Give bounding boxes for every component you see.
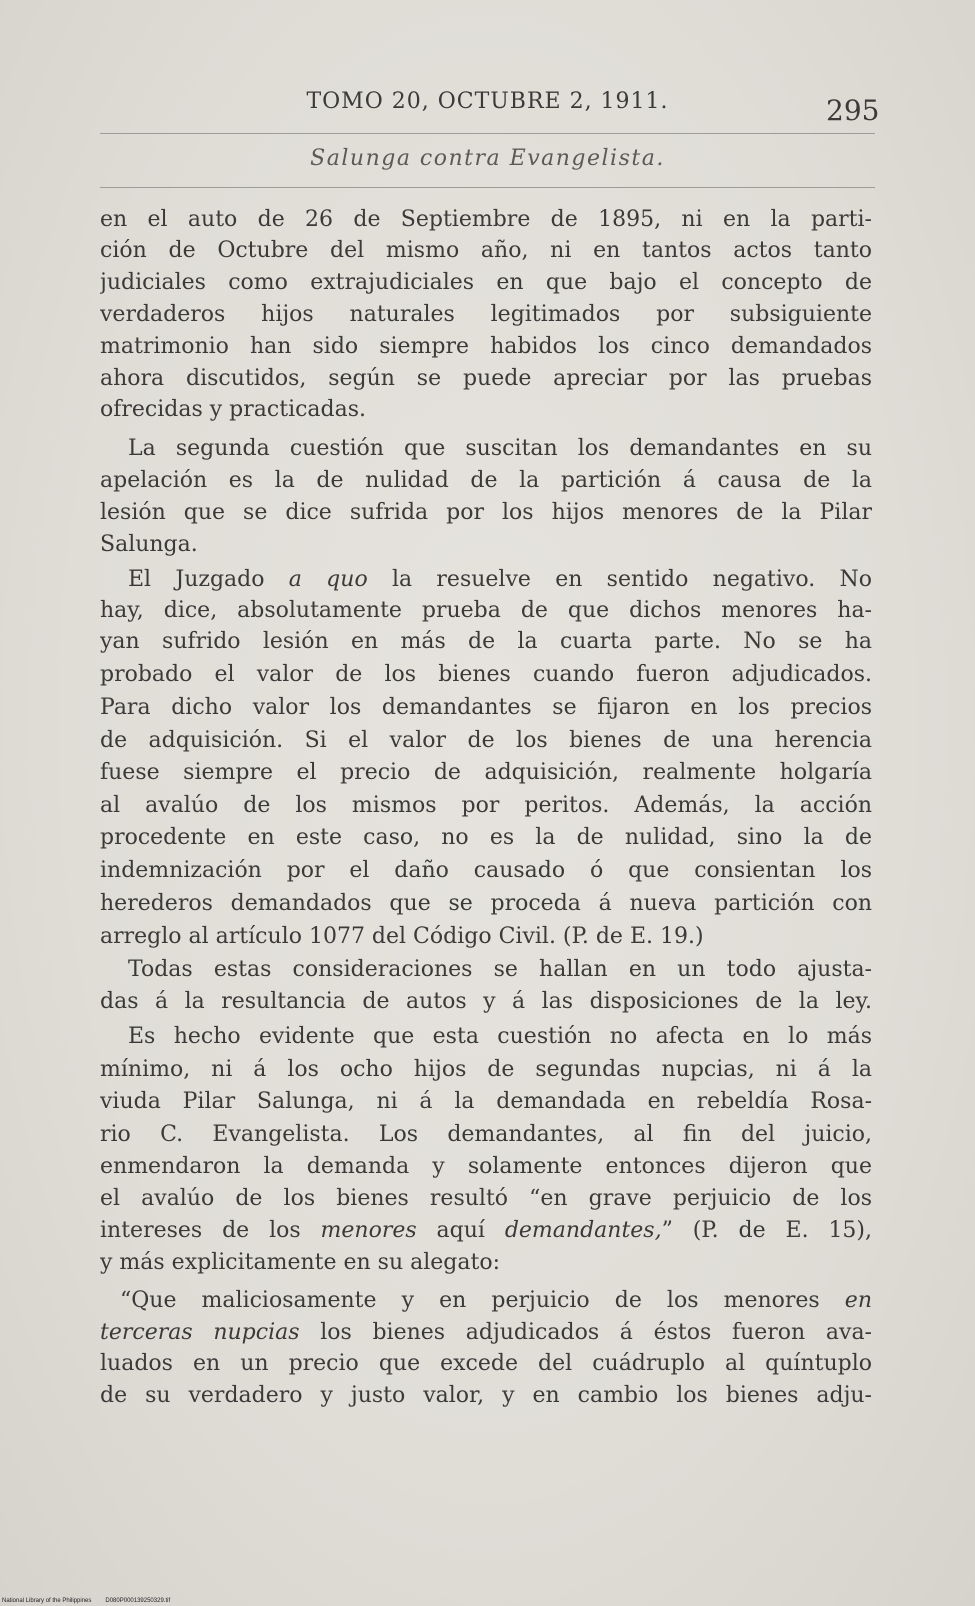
text-line: luados en un precio que excede del cuádruplo al quíntuplo xyxy=(100,1351,872,1376)
text-line: Todas estas consideraciones se hallan en un todo ajusta- xyxy=(128,957,872,982)
running-title: TOMO 20, OCTUBRE 2, 1911. xyxy=(306,89,669,114)
italic-segment: a quo xyxy=(288,567,368,592)
text-segment: “Que maliciosamente y en perjuicio de los menores xyxy=(120,1288,845,1313)
text-line: viuda Pilar Salunga, ni á la demandada en rebeldía Rosa- xyxy=(100,1089,872,1114)
text-line: rio C. Evangelista. Los demandantes, al fin del juicio, xyxy=(100,1122,872,1147)
text-line: judiciales como extrajudiciales en que bajo el concepto de xyxy=(100,270,872,295)
text-line: al avalúo de los mismos por peritos. Además, la acción xyxy=(100,793,872,818)
text-line: lesión que se dice sufrida por los hijos menores de la Pilar xyxy=(100,500,872,525)
text-line: enmendaron la demanda y solamente entonces dijeron que xyxy=(100,1154,872,1179)
italic-segment: en xyxy=(844,1288,872,1313)
text-line: probado el valor de los bienes cuando fueron adjudicados. xyxy=(100,662,872,687)
header-rule-bottom xyxy=(100,187,875,188)
italic-segment: demandantes, xyxy=(504,1218,662,1243)
text-line: el avalúo de los bienes resultó “en grave perjuicio de los xyxy=(100,1186,872,1211)
text-line: hay, dice, absolutamente prueba de que dichos menores ha- xyxy=(100,598,872,623)
scan-footer xyxy=(2,1597,170,1606)
text-line: ofrecidas y practicadas. xyxy=(100,397,367,422)
text-line: das á la resultancia de autos y á las disposiciones de la ley. xyxy=(100,989,872,1014)
text-line: Salunga. xyxy=(100,532,198,557)
text-line xyxy=(100,1215,872,1247)
text-line: herederos demandados que se proceda á nueva partición con xyxy=(100,891,872,916)
text-line: La segunda cuestión que suscitan los demandantes en su xyxy=(128,436,872,461)
text-line: Es hecho evidente que esta cuestión no afecta en lo más xyxy=(128,1024,872,1049)
text-line: en el auto de 26 de Septiembre de 1895, ni en la parti- xyxy=(100,207,872,232)
file-id: D080P000139250329.tif xyxy=(105,1598,171,1604)
italic-segment: menores xyxy=(320,1218,417,1243)
text-line: y más explicitamente en su alegato: xyxy=(100,1250,500,1275)
text-line: indemnización por el daño causado ó que consientan los xyxy=(100,858,872,883)
text-line: de adquisición. Si el valor de los bienes de una herencia xyxy=(100,728,872,753)
text-line: Para dicho valor los demandantes se fijaron en los precios xyxy=(100,695,872,720)
text-line: procedente en este caso, no es la de nulidad, sino la de xyxy=(100,825,872,850)
text-segment: aquí xyxy=(416,1218,505,1243)
text-line xyxy=(100,1317,872,1349)
text-line: apelación es la de nulidad de la partición á causa de la xyxy=(100,468,872,493)
text-segment: intereses de los xyxy=(100,1218,321,1243)
page-number: 295 xyxy=(826,94,880,127)
text-line: mínimo, ni á los ocho hijos de segundas nupcias, ni á la xyxy=(100,1057,872,1082)
text-segment: la resuelve en sentido negativo. No xyxy=(367,567,872,592)
text-line: matrimonio han sido siempre habidos los cinco demandados xyxy=(100,334,872,359)
text-line: fuese siempre el precio de adquisición, realmente holgaría xyxy=(100,760,872,785)
text-line: yan sufrido lesión en más de la cuarta parte. No se ha xyxy=(100,629,872,654)
text-line xyxy=(128,564,872,596)
text-line xyxy=(120,1285,872,1317)
case-title: Salunga contra Evangelista. xyxy=(310,146,665,171)
text-line: verdaderos hijos naturales legitimados por subsiguiente xyxy=(100,302,872,327)
text-segment: los bienes adjudicados á éstos fueron ava- xyxy=(299,1320,872,1345)
text-line: ción de Octubre del mismo año, ni en tantos actos tanto xyxy=(100,238,872,263)
text-line: arreglo al artículo 1077 del Código Civil. (P. de E. 19.) xyxy=(100,924,704,949)
text-line: ahora discutidos, según se puede apreciar por las pruebas xyxy=(100,366,872,391)
italic-segment: terceras nupcias xyxy=(100,1320,300,1345)
text-segment: El Juzgado xyxy=(128,567,289,592)
text-line: de su verdadero y justo valor, y en cambio los bienes adju- xyxy=(100,1383,872,1408)
text-segment: ” (P. de E. 15), xyxy=(661,1218,872,1243)
library-credit: National Library of the Philippines xyxy=(2,1598,92,1604)
header-rule-top xyxy=(100,133,875,134)
